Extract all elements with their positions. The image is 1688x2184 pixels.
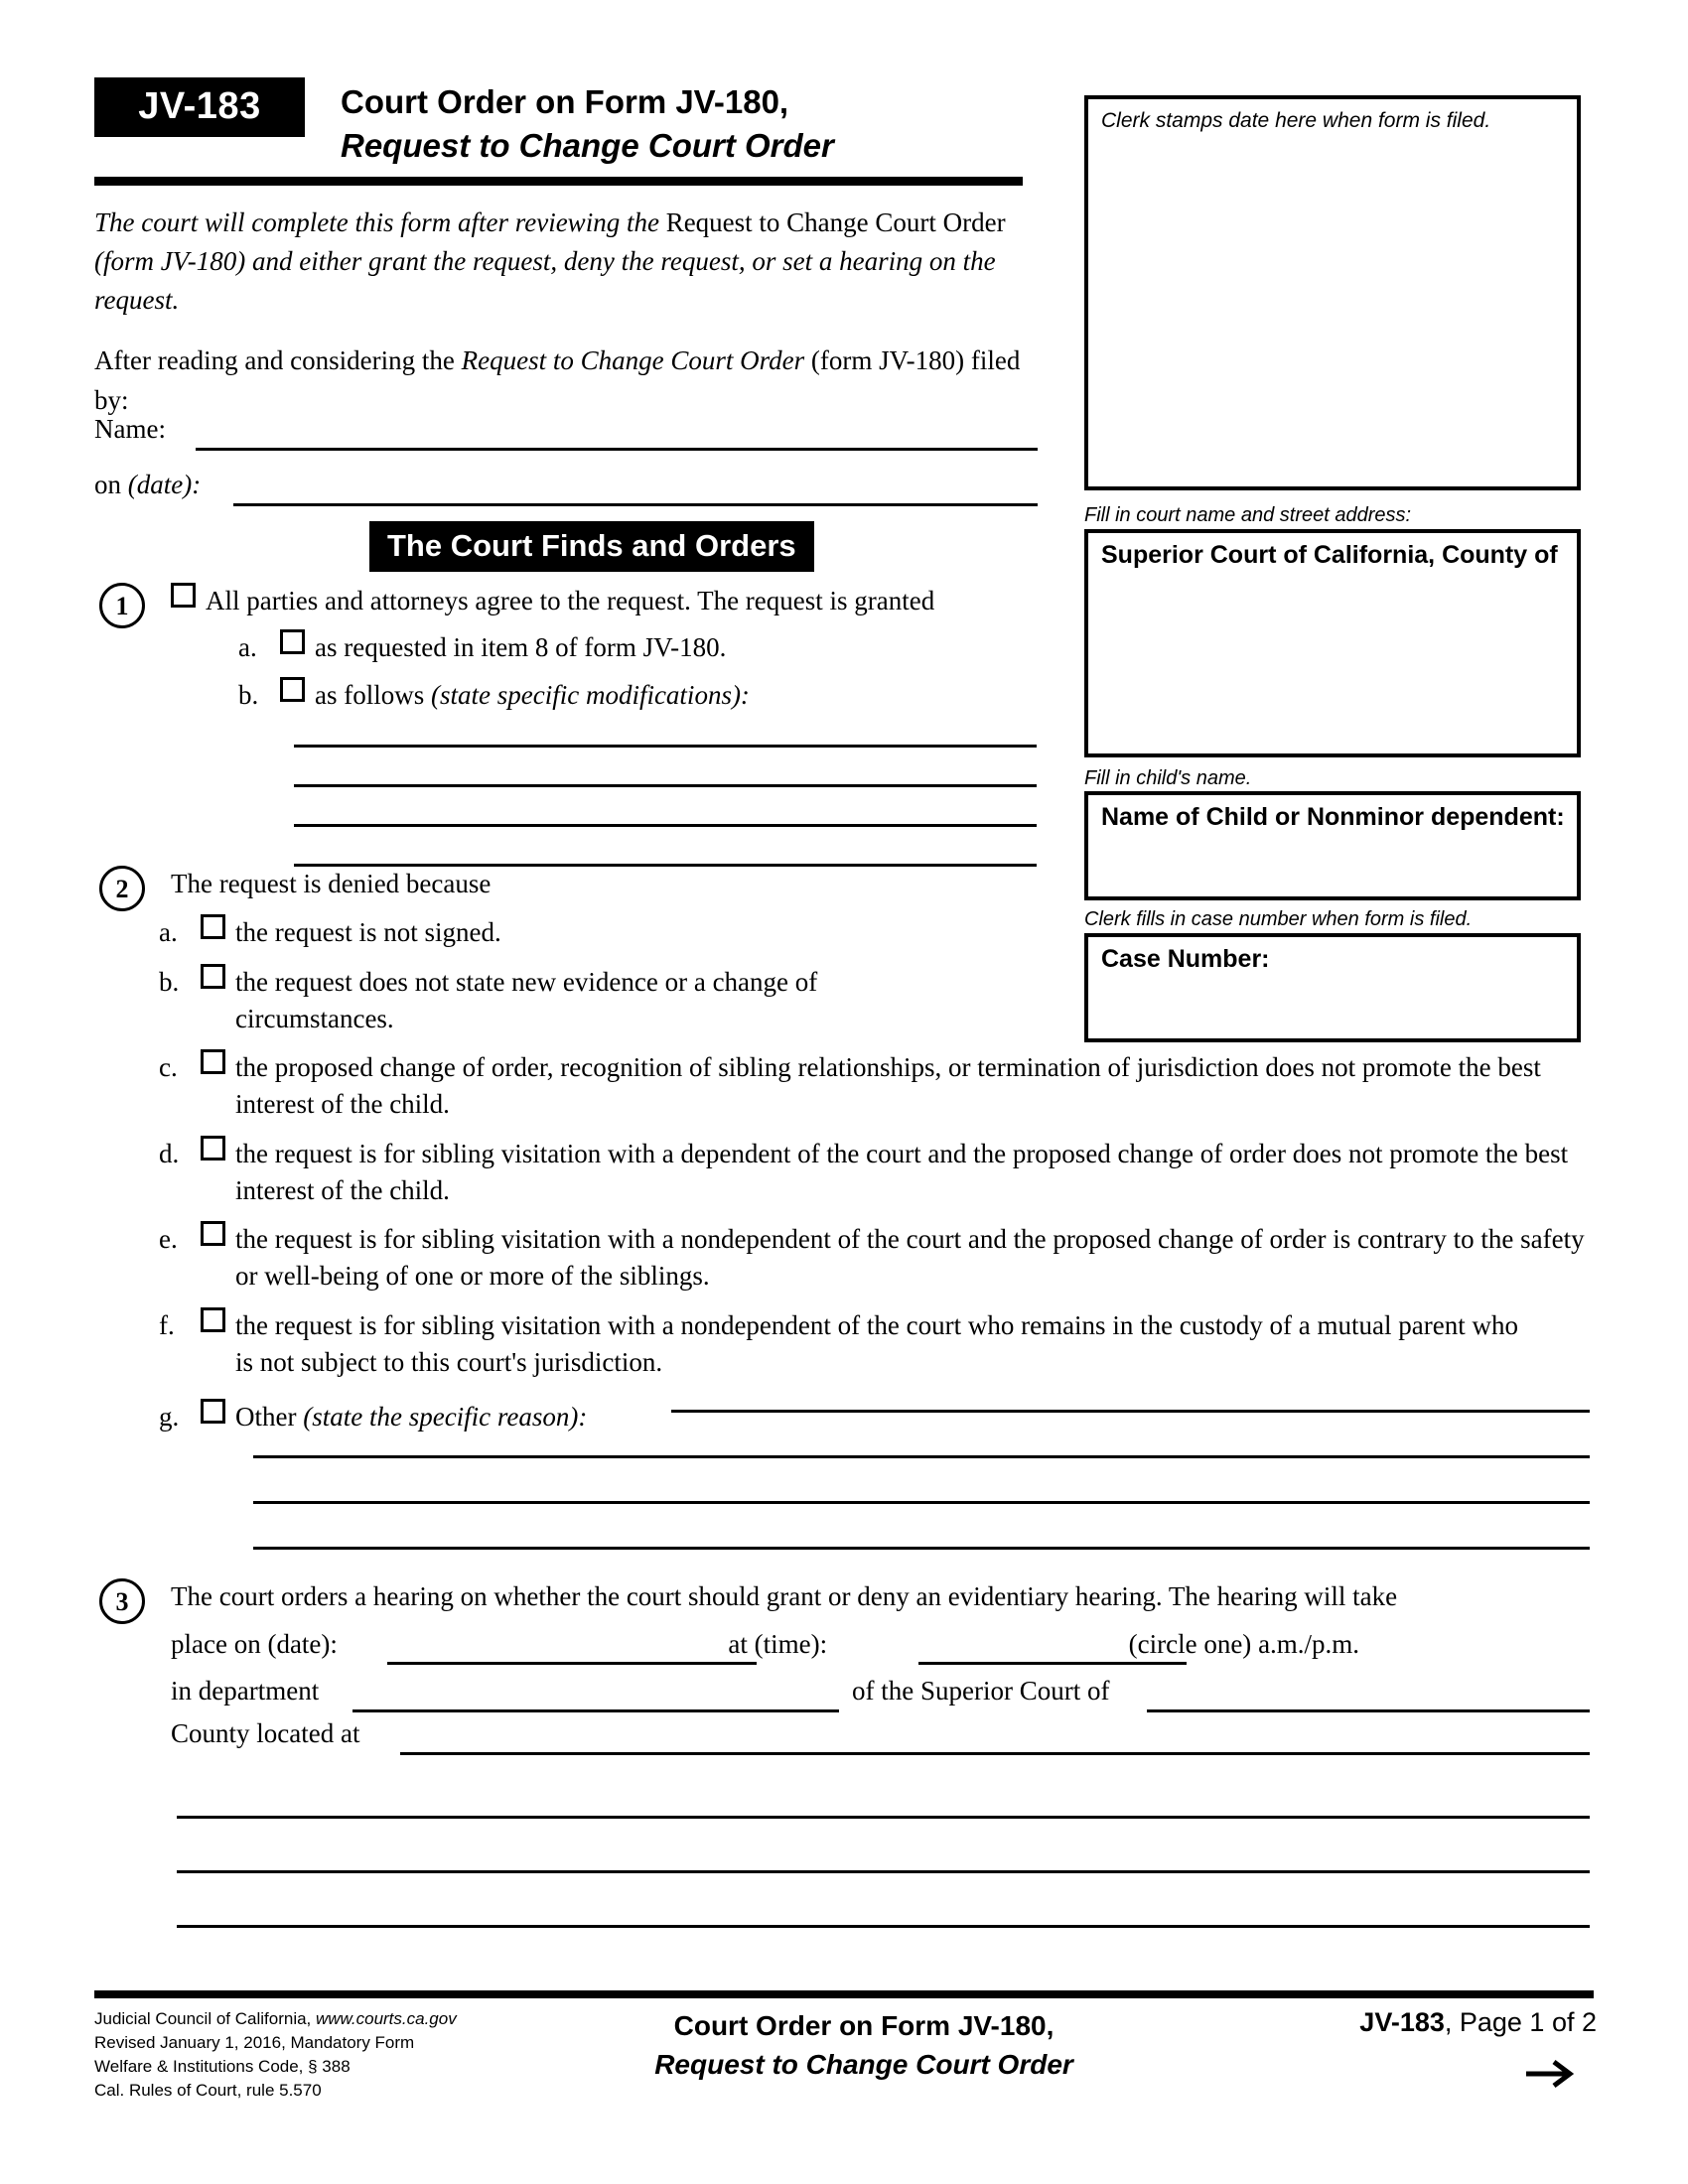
item-2c-label: c. bbox=[159, 1052, 178, 1082]
item-1a bbox=[238, 629, 1053, 666]
item-1-main bbox=[171, 583, 1053, 619]
item-3-county-rule[interactable] bbox=[400, 1752, 1590, 1755]
item-2f-label: f. bbox=[159, 1309, 175, 1340]
footer-divider bbox=[94, 1990, 1594, 1998]
intro-p2-part3: (form JV-180) filed by: bbox=[94, 345, 1021, 415]
footer-legal-block bbox=[94, 2007, 457, 2104]
footer-title-line1: Court Order on Form JV-180, bbox=[673, 2010, 1055, 2041]
intro-p2-form-name: Request to Change Court Order bbox=[461, 345, 805, 376]
item-3-line-extra-3[interactable] bbox=[177, 1925, 1590, 1928]
item-2f-checkbox[interactable] bbox=[201, 1307, 225, 1332]
date-field-label bbox=[94, 469, 201, 500]
item-2f bbox=[159, 1307, 1539, 1382]
item-1b-line-1[interactable] bbox=[294, 745, 1037, 748]
item-1-checkbox[interactable] bbox=[171, 583, 196, 608]
footer-legal-line1 bbox=[94, 2007, 457, 2031]
clerk-stamp-caption: Clerk stamps date here when form is filed. bbox=[1101, 109, 1491, 132]
item-3-department-rule[interactable] bbox=[352, 1709, 839, 1712]
child-name-label: Name of Child or Nonminor dependent: bbox=[1101, 803, 1565, 831]
child-name-caption: Fill in child's name. bbox=[1084, 767, 1252, 789]
item-2c-text: the proposed change of order, recognition of sibling relationships, or termination of jurisdiction does not promote the best interest of the child. bbox=[235, 1052, 1541, 1120]
next-page-arrow-icon bbox=[1524, 2057, 1580, 2091]
item-3-department-label: in department bbox=[171, 1676, 320, 1706]
date-field-row bbox=[94, 469, 1038, 510]
item-2e-checkbox[interactable] bbox=[201, 1221, 225, 1246]
item-2-number: 2 bbox=[99, 866, 145, 911]
clerk-stamp-box[interactable] bbox=[1084, 95, 1581, 490]
item-2f-text: the request is for sibling visitation with a nondependent of the court who remains in the custody of a mutual parent who is not subject to this court's jurisdiction. bbox=[235, 1309, 1518, 1377]
name-field-input[interactable] bbox=[196, 448, 1038, 451]
item-1b-text bbox=[315, 677, 1053, 714]
item-1b-text-part1: as follows bbox=[315, 679, 431, 710]
item-1b-checkbox[interactable] bbox=[280, 677, 305, 702]
item-2g-text-part1: Other bbox=[235, 1402, 304, 1432]
footer-form-number: JV-183 bbox=[1359, 2007, 1445, 2037]
item-2c-checkbox[interactable] bbox=[201, 1049, 225, 1074]
item-2c bbox=[159, 1049, 1589, 1124]
item-2e bbox=[159, 1221, 1589, 1296]
item-1-text: All parties and attorneys agree to the request. The request is granted bbox=[206, 586, 935, 615]
item-1b-line-3[interactable] bbox=[294, 824, 1037, 827]
item-2d-checkbox[interactable] bbox=[201, 1136, 225, 1160]
item-2a-text: the request is not signed. bbox=[235, 917, 501, 948]
name-field-row bbox=[94, 413, 1038, 455]
item-2g-label: g. bbox=[159, 1402, 180, 1432]
item-1b-line-2[interactable] bbox=[294, 784, 1037, 787]
item-3-hearing-row bbox=[171, 1629, 1601, 1660]
item-2g-checkbox[interactable] bbox=[201, 1399, 225, 1424]
item-2d-label: d. bbox=[159, 1138, 180, 1168]
item-3-place-on-label bbox=[171, 1629, 338, 1659]
intro-p1-part3: (form JV-180) and either grant the request, deny the request, or set a hearing on the request. bbox=[94, 246, 996, 316]
form-title-line1: Court Order on Form JV-180, bbox=[341, 83, 789, 120]
footer-title-line2: Request to Change Court Order bbox=[654, 2048, 1073, 2080]
date-field-input[interactable] bbox=[233, 503, 1038, 506]
item-2b bbox=[159, 964, 914, 1038]
footer-legal-line3: Welfare & Institutions Code, § 388 bbox=[94, 2057, 351, 2077]
footer-legal-line2: Revised January 1, 2016, Mandatory Form bbox=[94, 2033, 415, 2053]
name-field-label: Name: bbox=[94, 414, 166, 444]
header-divider bbox=[94, 177, 1023, 186]
item-3-superior-court-rule[interactable] bbox=[1147, 1709, 1590, 1712]
date-label-on: on bbox=[94, 470, 128, 499]
item-3-line-extra-2[interactable] bbox=[177, 1870, 1590, 1873]
intro-p1-part1: The court will complete this form after reviewing the bbox=[94, 207, 666, 237]
item-2b-text: the request does not state new evidence or a change of circumstances. bbox=[235, 966, 818, 1033]
intro-p2-part1: After reading and considering the bbox=[94, 345, 462, 376]
footer-council: Judicial Council of California, bbox=[94, 2009, 316, 2028]
item-3-ampm: a.m./p.m. bbox=[1251, 1629, 1360, 1659]
item-1b-text-part2: (state specific modifications): bbox=[431, 679, 750, 710]
item-1 bbox=[99, 583, 1053, 714]
item-2b-label: b. bbox=[159, 966, 180, 997]
item-3-date-italic: (date): bbox=[267, 1629, 338, 1659]
item-2b-checkbox[interactable] bbox=[201, 964, 225, 989]
case-number-label: Case Number: bbox=[1101, 945, 1270, 973]
item-2a-label: a. bbox=[159, 917, 178, 948]
item-3 bbox=[99, 1578, 1599, 1615]
footer-title bbox=[556, 2007, 1172, 2084]
form-number-badge: JV-183 bbox=[94, 77, 305, 137]
item-2g-line-1[interactable] bbox=[671, 1410, 1590, 1413]
date-label-date: (date): bbox=[127, 470, 202, 499]
item-2e-text: the request is for sibling visitation with a nondependent of the court and the proposed change of order is contrary to the safety or well-being of one or more of the siblings. bbox=[235, 1224, 1585, 1292]
form-header bbox=[94, 77, 1087, 168]
intro-block bbox=[94, 204, 1048, 442]
child-name-box[interactable] bbox=[1084, 791, 1581, 900]
item-3-date-rule[interactable] bbox=[387, 1662, 757, 1665]
item-2d-text: the request is for sibling visitation with a dependent of the court and the proposed change of order does not promote the best interest of the child. bbox=[235, 1138, 1569, 1205]
intro-p1-form-name: Request to Change Court Order bbox=[665, 207, 1006, 237]
item-2d bbox=[159, 1136, 1618, 1210]
form-title bbox=[341, 77, 834, 168]
form-title-line2: Request to Change Court Order bbox=[341, 126, 834, 164]
footer-page-number: , Page 1 of 2 bbox=[1444, 2007, 1597, 2037]
item-3-place-on-text: place on bbox=[171, 1629, 268, 1659]
court-finds-orders-banner: The Court Finds and Orders bbox=[369, 521, 814, 572]
item-1a-text: as requested in item 8 of form JV-180. bbox=[315, 632, 727, 663]
footer-url: www.courts.ca.gov bbox=[316, 2009, 457, 2028]
item-1-subitems bbox=[238, 629, 1053, 714]
item-2e-label: e. bbox=[159, 1224, 178, 1254]
item-1b-label: b. bbox=[238, 679, 259, 710]
footer-legal-line4: Cal. Rules of Court, rule 5.570 bbox=[94, 2081, 322, 2101]
item-1a-checkbox[interactable] bbox=[280, 629, 305, 654]
intro-paragraph-1 bbox=[94, 204, 1048, 320]
item-3-line1: The court orders a hearing on whether the court should grant or deny an evidentiary hearing. The hearing will take bbox=[171, 1581, 1398, 1611]
item-3-time-rule[interactable] bbox=[918, 1662, 1187, 1665]
item-3-county-label: County located at bbox=[171, 1718, 360, 1748]
item-2g-text-part2: (state the specific reason): bbox=[303, 1402, 588, 1432]
intro-paragraph-2 bbox=[94, 341, 1048, 419]
court-name-box[interactable] bbox=[1084, 529, 1581, 757]
item-3-superior-court-label: of the Superior Court of bbox=[852, 1676, 1110, 1706]
item-3-line-extra-1[interactable] bbox=[177, 1816, 1590, 1819]
item-2-heading: The request is denied because bbox=[171, 869, 492, 898]
item-2g-text bbox=[235, 1399, 1589, 1435]
item-2g bbox=[159, 1399, 1589, 1435]
item-3-circle-one: (circle one) bbox=[1128, 1629, 1252, 1659]
case-number-caption: Clerk fills in case number when form is filed. bbox=[1084, 908, 1473, 930]
case-number-box[interactable] bbox=[1084, 933, 1581, 1042]
footer-page-info bbox=[1281, 2007, 1597, 2038]
item-3-at-label bbox=[728, 1629, 827, 1659]
court-name-caption: Fill in court name and street address: bbox=[1084, 504, 1412, 526]
item-1-number: 1 bbox=[99, 583, 145, 628]
item-1a-label: a. bbox=[238, 632, 257, 663]
item-1b bbox=[238, 677, 1053, 714]
item-3-time-italic: (time): bbox=[754, 1629, 828, 1659]
item-2g-line-3[interactable] bbox=[253, 1501, 1590, 1504]
item-2g-line-4[interactable] bbox=[253, 1547, 1590, 1550]
item-2a-checkbox[interactable] bbox=[201, 914, 225, 939]
court-name-label: Superior Court of California, County of bbox=[1101, 541, 1558, 569]
item-3-number: 3 bbox=[99, 1578, 145, 1624]
item-2g-line-2[interactable] bbox=[253, 1455, 1590, 1458]
item-3-at-text: at bbox=[728, 1629, 755, 1659]
